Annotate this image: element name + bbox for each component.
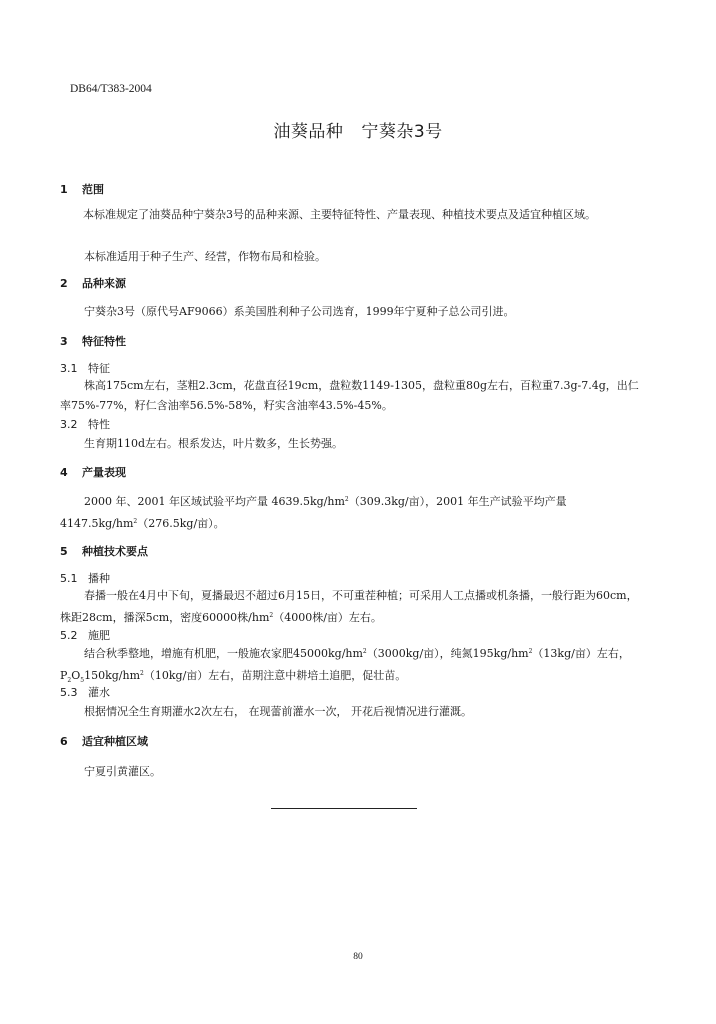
section-1-heading: [60, 181, 104, 197]
document-title: [0, 117, 716, 142]
subsection-number: 3.2: [60, 418, 78, 431]
page-number: 80: [353, 952, 363, 962]
text-run: 150kg/hm: [84, 668, 141, 682]
text-run: 春播一般在4月中下旬，夏播最迟不超过6月15日，不可重茬种植；可采用人工点播或机条播，一般行距为60cm，株距28cm，播深5cm，密度60000株/hm: [60, 589, 638, 624]
subsection-title: 特征: [88, 362, 110, 375]
section-1-paragraph-1: 本标准规定了油葵品种宁葵杂3号的品种来源、主要特征特性、产量表现、种植技术要点及适宜种植区域。: [83, 208, 596, 221]
subsection-5-3-heading: [60, 684, 110, 700]
subsection-3-2-paragraph: 生育期110d左右。根系发达，叶片数多，生长势强。: [84, 437, 344, 450]
text-run: O: [71, 668, 81, 682]
section-title: 适宜种植区域: [82, 735, 148, 748]
subsection-number: 5.3: [60, 686, 78, 699]
subsection-number: 5.2: [60, 629, 78, 642]
section-title: 品种来源: [82, 277, 126, 290]
subsection-3-1-paragraph: 株高175cm左右，茎粗2.3cm，花盘直径19cm，盘粒数1149-1305，盘粒重80g左右，百粒重7.3g-7.4g，出仁率75%-77%，籽仁含油率56.5%-58%，籽实含油率43.5%-45%。: [60, 379, 639, 412]
text-run: 2000 年、2001 年区域试验平均产量 4639.5kg/hm: [84, 495, 345, 508]
subsection-5-3-paragraph: 根据情况全生育期灌水2次左右， 在现蕾前灌水一次， 开花后视情况进行灌溉。: [84, 705, 472, 718]
superscript: 2: [140, 669, 144, 677]
section-3-heading: [60, 333, 126, 349]
subsection-3-2-heading: [60, 416, 110, 432]
section-number: 5: [60, 545, 68, 558]
section-title: 特征特性: [82, 335, 126, 348]
subsection-5-2-heading: [60, 627, 110, 643]
section-4-heading: [60, 464, 126, 480]
text-run: （4000株/亩）左右。: [273, 610, 382, 624]
subscript: 5: [80, 676, 85, 684]
section-2-heading: [60, 275, 126, 291]
section-6-paragraph: 宁夏引黄灌区。: [84, 765, 161, 778]
section-2-paragraph: 宁葵杂3号（原代号AF9066）系美国胜利种子公司选育，1999年宁夏种子总公司引进。: [84, 305, 515, 318]
standard-code: DB64/T383-2004: [70, 83, 152, 95]
section-number: 6: [60, 735, 68, 748]
subsection-title: 播种: [88, 572, 110, 585]
section-title: 产量表现: [82, 466, 126, 479]
end-rule: [271, 808, 417, 809]
superscript: 2: [344, 496, 349, 503]
superscript: 2: [133, 517, 138, 525]
section-5-heading: [60, 543, 148, 559]
section-6-heading: [60, 733, 148, 749]
subsection-title: 施肥: [88, 629, 110, 642]
section-number: 3: [60, 335, 68, 348]
section-4-paragraph: [60, 490, 640, 533]
text-run: （3000kg/亩），纯氮195kg/hm: [366, 647, 529, 660]
title-part-2: 宁葵杂3号: [361, 122, 443, 142]
superscript: 2: [269, 611, 274, 619]
subscript: 2: [67, 676, 72, 684]
section-number: 1: [60, 183, 68, 196]
subsection-5-2-paragraph: [60, 642, 640, 690]
superscript: 2: [362, 648, 367, 655]
section-1-paragraph-2: 本标准适用于种子生产、经营，作物布局和检验。: [84, 250, 326, 263]
subsection-5-1-heading: [60, 570, 110, 586]
text-run: （10kg/亩）左右，苗期注意中耕培土追肥，促壮苗。: [143, 668, 407, 682]
section-number: 4: [60, 466, 68, 479]
subsection-number: 3.1: [60, 362, 78, 375]
superscript: 2: [528, 648, 533, 655]
section-number: 2: [60, 277, 68, 290]
subsection-3-1-heading: [60, 360, 110, 376]
text-run: 结合秋季整地，增施有机肥，一般施农家肥45000kg/hm: [84, 647, 363, 660]
text-run: （309.3kg/亩），2001 年生产试验平均产量 4147.5kg/hm: [60, 495, 567, 530]
subsection-number: 5.1: [60, 572, 78, 585]
section-title: 范围: [82, 183, 104, 196]
subsection-5-1-paragraph: [60, 586, 640, 627]
subsection-title: 特性: [88, 418, 110, 431]
text-run: （276.5kg/亩）。: [137, 516, 225, 530]
section-title: 种植技术要点: [82, 545, 148, 558]
text-run: （13kg/亩）左右，P: [60, 647, 630, 682]
subsection-title: 灌水: [88, 686, 110, 699]
title-part-1: 油葵品种: [273, 122, 344, 142]
